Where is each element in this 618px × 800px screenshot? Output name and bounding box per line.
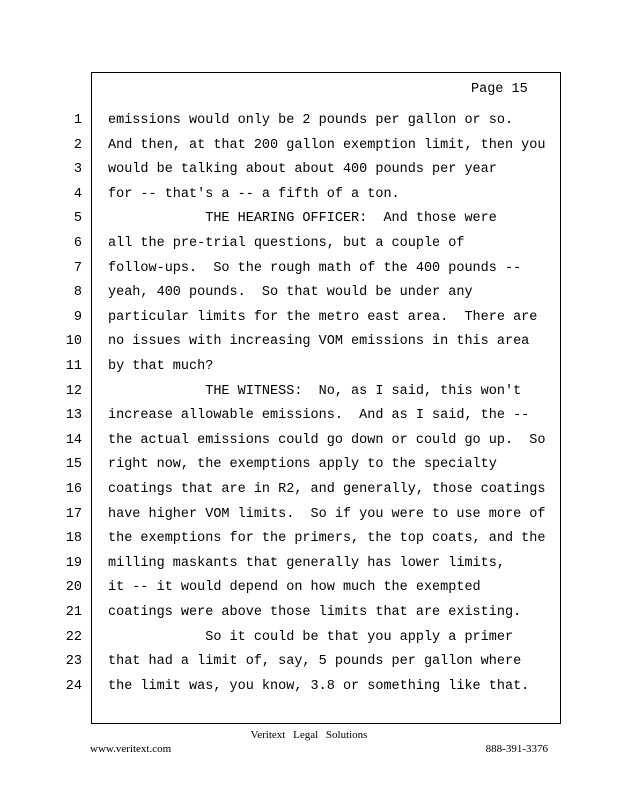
line-number: 11 (65, 359, 82, 374)
transcript-line: yeah, 400 pounds. So that would be under any (108, 285, 473, 301)
transcript-line: THE WITNESS: No, as I said, this won't (108, 383, 522, 399)
transcript-line: it -- it would depend on how much the exempted (108, 580, 481, 596)
transcript-line: the actual emissions could go down or could go up. So (108, 432, 546, 448)
line-number: 13 (65, 408, 82, 424)
line-number: 17 (65, 506, 82, 522)
line-number: 6 (73, 236, 82, 251)
line-number: 4 (73, 186, 82, 202)
page-number: Page 15 (471, 82, 528, 97)
transcript-line: no issues with increasing VOM emissions in this area (108, 334, 530, 350)
transcript-line: emissions would only be 2 pounds per gallon or so. (108, 113, 514, 128)
transcript-line: the exemptions for the primers, the top coats, and the (108, 531, 546, 547)
transcript-line: by that much? (108, 359, 214, 374)
transcript-line: the limit was, you know, 3.8 or something like that. (108, 678, 530, 694)
transcript-line: milling maskants that generally has lower limits, (108, 555, 505, 571)
transcript-line: follow-ups. So the rough math of the 400 pounds -- (108, 260, 522, 276)
line-number: 19 (65, 555, 82, 571)
line-number: 7 (73, 260, 82, 276)
line-number: 22 (65, 629, 82, 645)
line-number: 8 (73, 285, 82, 301)
transcript-line: And then, at that 200 gallon exemption limit, then you (108, 137, 546, 153)
transcript-line: for -- that's a -- a fifth of a ton. (108, 186, 400, 202)
line-number: 15 (65, 457, 82, 473)
line-number: 24 (65, 678, 82, 694)
line-number: 2 (73, 137, 82, 153)
line-number: 9 (73, 309, 82, 325)
line-number: 23 (65, 654, 82, 670)
line-number: 20 (65, 580, 82, 596)
transcript-line: coatings were above those limits that are existing. (108, 605, 522, 620)
transcript-line: coatings that are in R2, and generally, those coatings (108, 482, 546, 497)
footer-phone: 888-391-3376 (485, 743, 548, 755)
transcript-line: particular limits for the metro east area. There are (108, 309, 538, 325)
line-number: 16 (65, 482, 82, 497)
transcript-line: have higher VOM limits. So if you were to use more of (108, 506, 546, 522)
transcript-line: So it could be that you apply a primer (108, 629, 514, 645)
transcript-line: right now, the exemptions apply to the specialty (108, 457, 497, 473)
line-number: 10 (65, 334, 82, 350)
line-number: 18 (65, 531, 82, 547)
transcript-line: that had a limit of, say, 5 pounds per gallon where (108, 654, 522, 670)
line-number: 21 (65, 605, 82, 620)
line-number: 14 (65, 432, 82, 448)
line-number: 5 (73, 211, 82, 227)
footer-company: Veritext Legal Solutions (250, 729, 368, 741)
transcript-line: would be talking about about 400 pounds per year (108, 162, 497, 178)
line-number: 12 (65, 383, 82, 399)
transcript-line: all the pre-trial questions, but a couple of (108, 236, 465, 251)
transcript-line: increase allowable emissions. And as I said, the -- (108, 408, 530, 424)
line-number: 3 (73, 162, 82, 178)
transcript-line: THE HEARING OFFICER: And those were (108, 211, 497, 227)
line-number: 1 (73, 113, 82, 128)
footer-website: www.veritext.com (90, 743, 172, 755)
